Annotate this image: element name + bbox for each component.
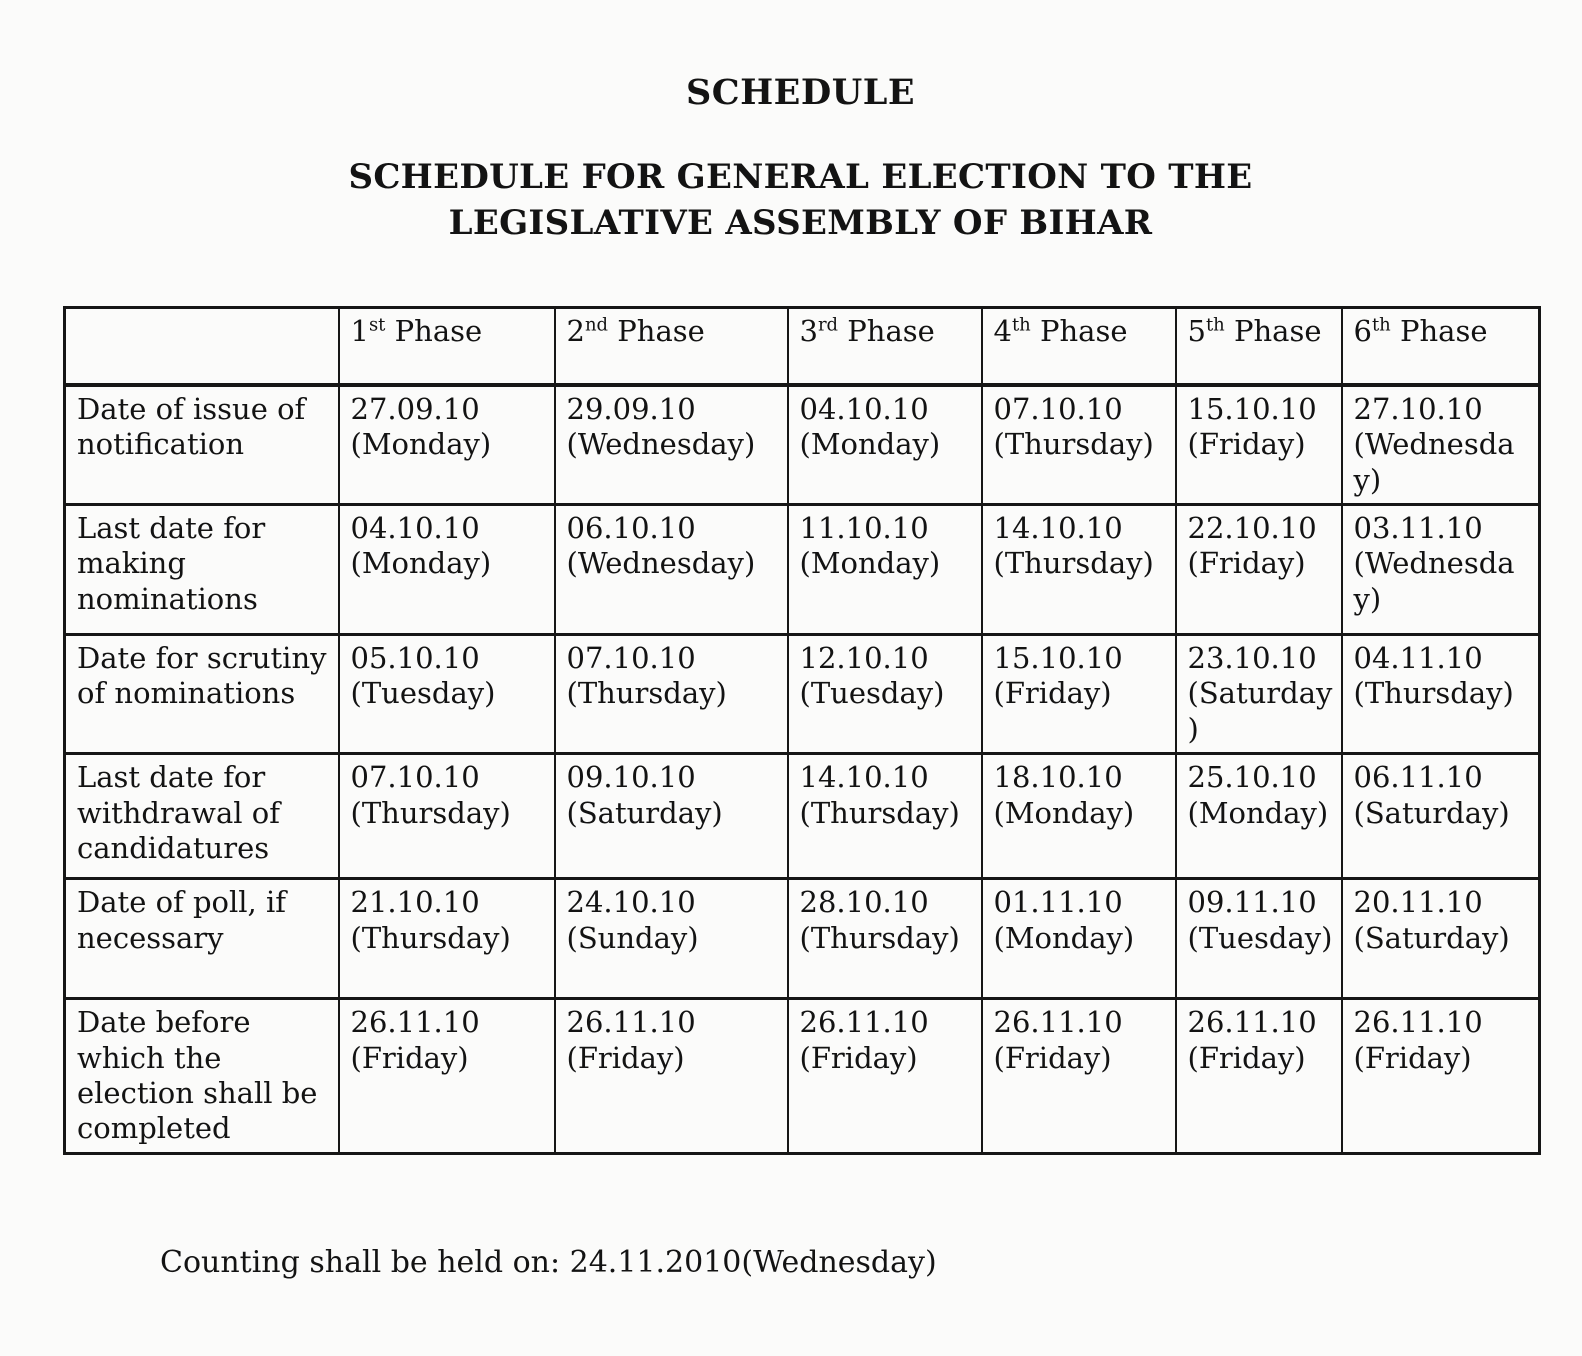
cell-day: (Friday)	[993, 676, 1112, 711]
cell-date: 15.10.10	[993, 641, 1123, 676]
schedule-cell	[982, 879, 1176, 999]
cell-day: (Monday)	[1187, 795, 1329, 830]
schedule-cell	[1342, 385, 1540, 505]
cell-date: 06.10.10	[566, 511, 696, 546]
subtitle-line-2: LEGISLATIVE ASSEMBLY OF BIHAR	[448, 203, 1153, 244]
schedule-cell	[339, 754, 555, 879]
schedule-cell	[1342, 754, 1540, 879]
table-row-scrutiny	[65, 635, 1540, 754]
cell-date: 27.09.10	[350, 391, 480, 426]
row-label-poll: Date of poll, if necessary	[65, 879, 339, 999]
schedule-cell	[555, 999, 788, 1154]
schedule-cell	[1342, 879, 1540, 999]
phase-ordinal-suffix: rd	[817, 314, 839, 336]
phase-ordinal-suffix: th	[1011, 314, 1031, 336]
cell-day: (Thursday)	[350, 795, 511, 830]
cell-date: 14.10.10	[799, 760, 929, 795]
schedule-cell	[982, 505, 1176, 635]
cell-day: (Friday)	[350, 1040, 469, 1075]
column-header-phase-5	[1176, 308, 1342, 385]
cell-date: 26.11.10	[799, 1005, 929, 1040]
schedule-cell	[788, 879, 982, 999]
cell-day: (Thursday)	[993, 427, 1154, 462]
cell-date: 18.10.10	[993, 760, 1123, 795]
phase-word: Phase	[1399, 314, 1488, 349]
schedule-cell	[555, 879, 788, 999]
schedule-cell	[1176, 635, 1342, 754]
cell-date: 06.11.10	[1353, 760, 1483, 795]
cell-date: 21.10.10	[350, 885, 480, 920]
corner-header-cell	[65, 308, 339, 385]
cell-day: (Friday)	[566, 1040, 685, 1075]
schedule-table	[63, 306, 1541, 1154]
header-row	[65, 308, 1540, 385]
phase-ordinal: 6	[1353, 314, 1372, 349]
cell-day: (Wednesday)	[566, 427, 756, 462]
cell-date: 23.10.10	[1187, 641, 1317, 676]
cell-date: 03.11.10	[1353, 511, 1483, 546]
table-row-withdrawal	[65, 754, 1540, 879]
page-title: SCHEDULE	[685, 72, 916, 113]
schedule-cell	[1176, 754, 1342, 879]
phase-ordinal-suffix: nd	[584, 314, 609, 336]
cell-day: (Monday)	[799, 546, 941, 581]
row-label-completion: Date before which the election shall be completed	[65, 999, 339, 1154]
cell-day: (Monday)	[350, 546, 492, 581]
cell-date: 07.10.10	[993, 391, 1123, 426]
schedule-cell	[339, 505, 555, 635]
row-label-withdrawal: Last date for withdrawal of candidatures	[65, 754, 339, 879]
cell-date: 29.09.10	[566, 391, 696, 426]
cell-date: 26.11.10	[566, 1005, 696, 1040]
phase-word: Phase	[394, 314, 483, 349]
cell-day: (Friday)	[1187, 546, 1306, 581]
cell-day: (Friday)	[993, 1040, 1112, 1075]
cell-date: 04.11.10	[1353, 641, 1483, 676]
schedule-cell	[788, 754, 982, 879]
cell-day: (Thursday)	[1353, 676, 1514, 711]
cell-day: (Saturday)	[1187, 676, 1333, 746]
cell-day: (Wednesday)	[566, 546, 756, 581]
column-header-phase-6	[1342, 308, 1540, 385]
cell-day: (Tuesday)	[1187, 920, 1333, 955]
phase-word: Phase	[847, 314, 935, 349]
cell-date: 26.11.10	[1353, 1005, 1483, 1040]
cell-date: 07.10.10	[350, 760, 480, 795]
cell-day: (Sunday)	[566, 920, 699, 955]
schedule-cell	[555, 505, 788, 635]
schedule-cell	[339, 999, 555, 1154]
schedule-cell	[788, 999, 982, 1154]
schedule-cell	[788, 385, 982, 505]
cell-date: 09.11.10	[1187, 885, 1317, 920]
schedule-cell	[982, 999, 1176, 1154]
cell-date: 24.10.10	[566, 885, 696, 920]
cell-date: 20.11.10	[1353, 885, 1483, 920]
row-label-nominations: Last date for making nominations	[65, 505, 339, 635]
cell-day: (Tuesday)	[350, 676, 496, 711]
cell-day: (Friday)	[1187, 1040, 1306, 1075]
phase-ordinal-suffix: th	[1205, 314, 1225, 336]
cell-date: 27.10.10	[1353, 391, 1483, 426]
phase-ordinal: 1	[350, 314, 369, 349]
schedule-cell	[1176, 999, 1342, 1154]
cell-day: (Monday)	[799, 427, 941, 462]
schedule-cell	[788, 635, 982, 754]
schedule-cell	[1176, 505, 1342, 635]
schedule-cell	[339, 635, 555, 754]
cell-date: 04.10.10	[350, 511, 480, 546]
table-row-notification	[65, 385, 1540, 505]
cell-day: (Saturday)	[1353, 795, 1510, 830]
cell-day: (Wednesday)	[1353, 546, 1515, 616]
phase-word: Phase	[1039, 314, 1128, 349]
column-header-phase-3	[788, 308, 982, 385]
cell-date: 15.10.10	[1187, 391, 1317, 426]
schedule-cell	[1342, 505, 1540, 635]
schedule-cell	[555, 635, 788, 754]
cell-date: 26.11.10	[993, 1005, 1123, 1040]
cell-day: (Thursday)	[799, 795, 960, 830]
phase-ordinal: 5	[1187, 314, 1206, 349]
schedule-cell	[982, 754, 1176, 879]
schedule-cell	[1342, 999, 1540, 1154]
phase-ordinal: 3	[799, 314, 818, 349]
column-header-phase-1	[339, 308, 555, 385]
schedule-cell	[1342, 635, 1540, 754]
subtitle-line-1: SCHEDULE FOR GENERAL ELECTION TO THE	[348, 157, 1253, 197]
cell-day: (Saturday)	[1353, 920, 1510, 955]
cell-day: (Friday)	[1187, 427, 1306, 462]
cell-date: 04.10.10	[799, 391, 929, 426]
cell-day: (Monday)	[993, 920, 1135, 955]
schedule-cell	[1176, 385, 1342, 505]
schedule-cell	[1176, 879, 1342, 999]
phase-word: Phase	[617, 314, 705, 349]
cell-date: 11.10.10	[799, 511, 929, 546]
table-row-completion	[65, 999, 1540, 1154]
cell-date: 25.10.10	[1187, 760, 1317, 795]
cell-day: (Wednesday)	[1353, 427, 1515, 497]
cell-day: (Saturday)	[566, 795, 723, 830]
cell-date: 26.11.10	[350, 1005, 480, 1040]
cell-day: (Thursday)	[566, 676, 727, 711]
cell-day: (Thursday)	[993, 546, 1154, 581]
phase-ordinal: 4	[993, 314, 1012, 349]
column-header-phase-2	[555, 308, 788, 385]
cell-day: (Thursday)	[350, 920, 511, 955]
schedule-cell	[555, 754, 788, 879]
cell-day: (Thursday)	[799, 920, 960, 955]
schedule-cell	[339, 879, 555, 999]
cell-day: (Monday)	[350, 427, 492, 462]
cell-date: 07.10.10	[566, 641, 696, 676]
schedule-cell	[555, 385, 788, 505]
cell-day: (Tuesday)	[799, 676, 945, 711]
cell-date: 12.10.10	[799, 641, 929, 676]
cell-day: (Monday)	[993, 795, 1135, 830]
cell-day: (Friday)	[1353, 1040, 1472, 1075]
cell-date: 26.11.10	[1187, 1005, 1317, 1040]
cell-date: 01.11.10	[993, 885, 1123, 920]
cell-date: 28.10.10	[799, 885, 929, 920]
cell-date: 09.10.10	[566, 760, 696, 795]
page-subtitle	[63, 154, 1538, 246]
phase-ordinal: 2	[566, 314, 585, 349]
cell-date: 14.10.10	[993, 511, 1123, 546]
table-row-poll	[65, 879, 1540, 999]
phase-word: Phase	[1233, 314, 1322, 349]
row-label-scrutiny: Date for scrutiny of nominations	[65, 635, 339, 754]
schedule-cell	[788, 505, 982, 635]
cell-day: (Friday)	[799, 1040, 918, 1075]
counting-note: Counting shall be held on: 24.11.2010(Wednesday)	[160, 1244, 937, 1280]
schedule-cell	[982, 635, 1176, 754]
phase-ordinal-suffix: th	[1371, 314, 1391, 336]
table-row-nominations	[65, 505, 1540, 635]
column-header-phase-4	[982, 308, 1176, 385]
schedule-cell	[982, 385, 1176, 505]
row-label-notification: Date of issue of notification	[65, 385, 339, 505]
cell-date: 05.10.10	[350, 641, 480, 676]
cell-date: 22.10.10	[1187, 511, 1317, 546]
schedule-cell	[339, 385, 555, 505]
phase-ordinal-suffix: st	[368, 314, 386, 336]
